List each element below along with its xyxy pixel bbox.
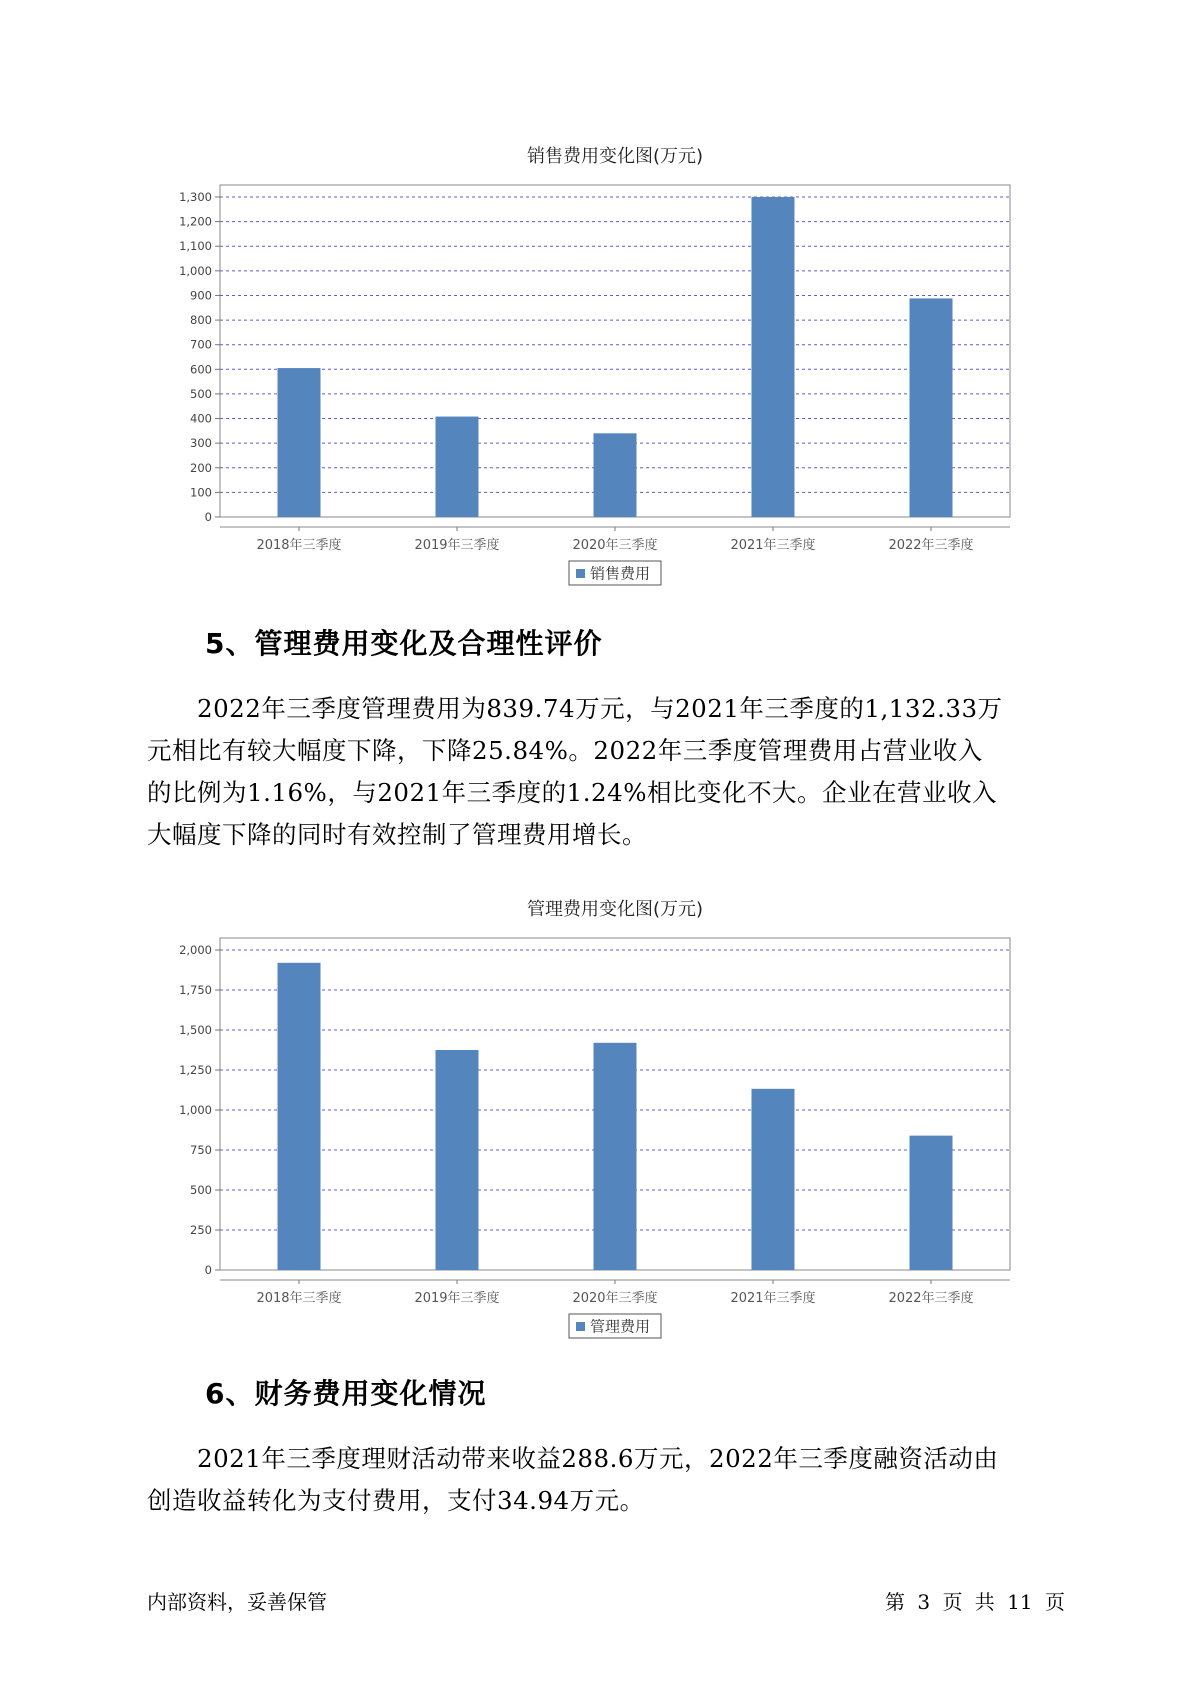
y-tick-label: 1,750 <box>179 983 212 997</box>
y-tick-label: 2,000 <box>179 943 212 957</box>
y-tick-label: 100 <box>190 485 212 500</box>
x-tick-label: 2022年三季度 <box>888 538 974 553</box>
section-5-line-3: 的比例为1.16%，与2021年三季度的1.24%相比变化不大。企业在营业收入 <box>147 778 998 807</box>
y-tick-label: 0 <box>204 1263 212 1277</box>
y-tick-label: 1,000 <box>179 263 212 278</box>
bar <box>752 1089 795 1270</box>
y-tick-label: 700 <box>190 337 212 352</box>
bar <box>752 197 795 517</box>
x-tick-label: 2020年三季度 <box>572 1291 658 1306</box>
bar <box>910 298 953 517</box>
x-tick-label: 2021年三季度 <box>730 538 816 553</box>
x-tick-label: 2022年三季度 <box>888 1291 974 1306</box>
bar <box>910 1136 953 1270</box>
x-tick-label: 2019年三季度 <box>414 1291 500 1306</box>
bar <box>436 1050 479 1270</box>
legend-label: 管理费用 <box>590 1317 651 1336</box>
bar <box>436 417 479 517</box>
y-tick-label: 0 <box>204 510 212 524</box>
y-tick-label: 600 <box>190 362 212 377</box>
section-6-line-1: 2021年三季度理财活动带来收益288.6万元，2022年三季度融资活动由 <box>197 1444 999 1473</box>
x-tick-label: 2018年三季度 <box>256 538 342 553</box>
y-tick-label: 900 <box>190 288 212 303</box>
y-tick-label: 250 <box>190 1223 212 1237</box>
section-6-line-2: 创造收益转化为支付费用，支付34.94万元。 <box>147 1486 645 1515</box>
x-tick-label: 2020年三季度 <box>572 538 658 553</box>
chart-title: 销售费用变化图(万元) <box>526 146 704 167</box>
y-tick-label: 1,200 <box>179 214 212 229</box>
sales-expense-chart <box>0 140 1191 595</box>
bar <box>594 1043 637 1270</box>
x-tick-label: 2021年三季度 <box>730 1291 816 1306</box>
admin-expense-chart-svg <box>0 893 1191 1348</box>
y-tick-label: 750 <box>190 1143 212 1157</box>
y-tick-label: 300 <box>190 436 212 451</box>
y-tick-label: 800 <box>190 313 212 328</box>
x-tick-label: 2019年三季度 <box>414 538 500 553</box>
legend-swatch <box>576 1322 585 1331</box>
y-tick-label: 500 <box>190 386 212 401</box>
admin-expense-chart <box>0 893 1191 1348</box>
footer-page-number: 第 3 页 共 11 页 <box>885 1590 1065 1614</box>
y-tick-label: 1,250 <box>179 1063 212 1077</box>
y-tick-label: 1,500 <box>179 1023 212 1037</box>
section-6-paragraph <box>147 1438 1047 1522</box>
sales-expense-chart-svg <box>0 140 1191 595</box>
y-tick-label: 400 <box>190 411 212 426</box>
legend-swatch <box>576 569 585 578</box>
section-6-heading: 6、财务费用变化情况 <box>205 1377 487 1410</box>
y-tick-label: 1,100 <box>179 239 212 254</box>
section-5-line-4: 大幅度下降的同时有效控制了管理费用增长。 <box>147 820 647 849</box>
section-5-heading: 5、管理费用变化及合理性评价 <box>205 627 603 660</box>
y-tick-label: 1,000 <box>179 1103 212 1117</box>
section-5-line-1: 2022年三季度管理费用为839.74万元，与2021年三季度的1,132.33万 <box>197 694 1003 723</box>
footer-confidential-note: 内部资料，妥善保管 <box>147 1590 327 1614</box>
x-tick-label: 2018年三季度 <box>256 1291 342 1306</box>
section-5-line-2: 元相比有较大幅度下降，下降25.84%。2022年三季度管理费用占营业收入 <box>147 736 983 765</box>
bar <box>278 963 321 1270</box>
section-5-paragraph <box>147 688 1047 856</box>
y-tick-label: 1,300 <box>179 190 212 204</box>
bar <box>278 368 321 517</box>
legend-label: 销售费用 <box>590 564 651 583</box>
y-tick-label: 500 <box>190 1183 212 1197</box>
bar <box>594 433 637 517</box>
y-tick-label: 200 <box>190 460 212 475</box>
chart-title: 管理费用变化图(万元) <box>526 899 704 920</box>
